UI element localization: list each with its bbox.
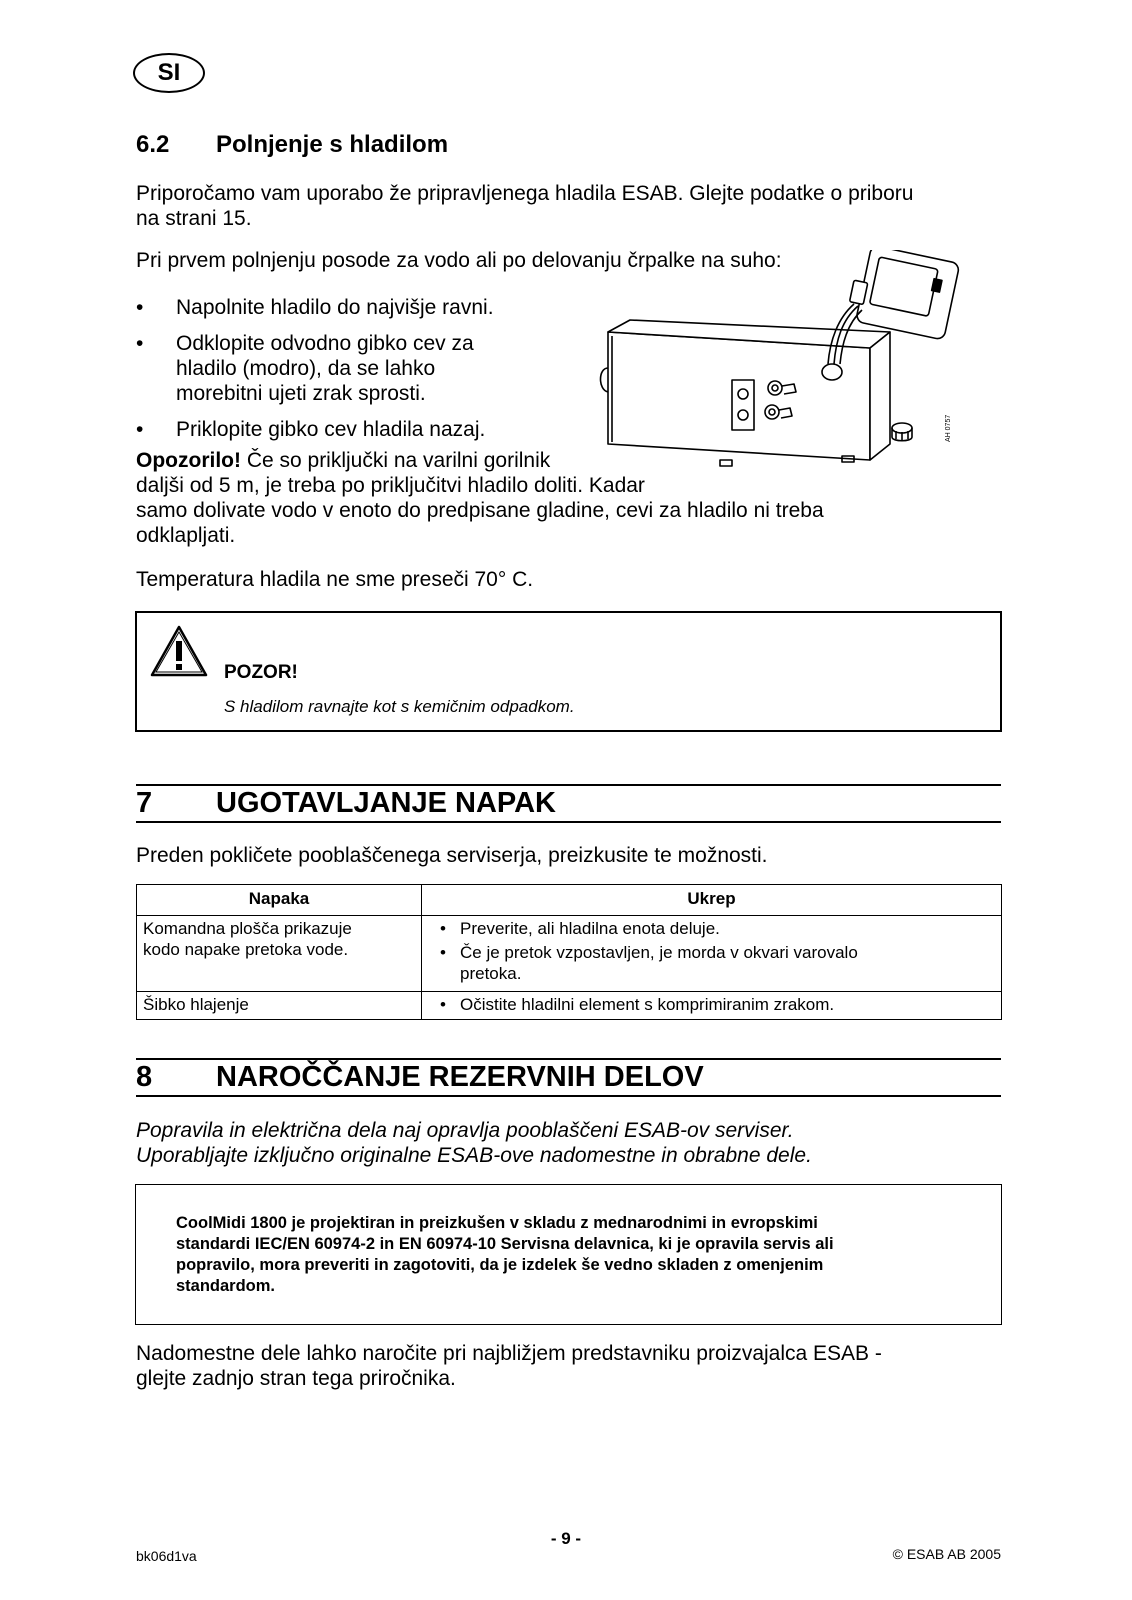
action-item xyxy=(428,918,995,939)
action-item xyxy=(428,994,995,1015)
bullet-icon: • xyxy=(136,332,144,355)
column-header-action: Ukrep xyxy=(422,885,1002,916)
standards-text xyxy=(176,1213,976,1297)
standards-box xyxy=(135,1184,1002,1325)
action-line: Očistite hladilni element s komprimiranim zrakom. xyxy=(460,995,835,1014)
ordering-line: glejte zadnjo stran tega priročnika. xyxy=(136,1367,456,1390)
language-badge: SI xyxy=(133,53,205,93)
fault-line: kodo napake pretoka vode. xyxy=(143,940,349,959)
first-fill-text: Pri prvem polnjenju posode za vodo ali po delovanju črpalke na suho: xyxy=(136,249,782,272)
fault-cell xyxy=(137,916,422,992)
section-7-bottom-rule xyxy=(136,821,1001,823)
bullet-icon: • xyxy=(136,296,144,319)
bullet-line: Odklopite odvodno gibko cev za xyxy=(176,332,474,355)
section-8-title: NAROČČANJE REZERVNIH DELOV xyxy=(216,1061,704,1093)
section-8-top-rule xyxy=(136,1058,1001,1060)
document-code: bk06d1va xyxy=(136,1548,197,1564)
section-6-2-intro xyxy=(136,181,1006,231)
warning-line: Če so priključki na varilni gorilnik xyxy=(240,449,551,472)
ordering-line: Nadomestne dele lahko naročite pri najbližjem predstavniku proizvajalca ESAB - xyxy=(136,1342,882,1365)
action-line: Če je pretok vzpostavljen, je morda v okvari varovalo xyxy=(460,943,858,962)
warning-label: Opozorilo! xyxy=(136,449,241,472)
section-7-top-rule xyxy=(136,784,1001,786)
action-cell xyxy=(422,916,1002,992)
temperature-limit: Temperatura hladila ne sme preseči 70° C. xyxy=(136,568,534,591)
section-8-bottom-rule xyxy=(136,1095,1001,1097)
cooling-unit-illustration xyxy=(590,250,970,485)
table-row xyxy=(137,992,1002,1020)
fault-line: Komandna plošča prikazuje xyxy=(143,919,352,938)
copyright: © ESAB AB 2005 xyxy=(892,1546,1001,1562)
bullet-text: Priklopite gibko cev hladila nazaj. xyxy=(176,418,486,441)
section-7-title: UGOTAVLJANJE NAPAK xyxy=(216,787,556,819)
action-line: pretoka. xyxy=(460,964,522,983)
standards-line: standardom. xyxy=(176,1277,276,1295)
warning-triangle-icon xyxy=(149,623,209,679)
standards-line: CoolMidi 1800 je projektiran in preizkušen v skladu z mednarodnimi in evropskimi xyxy=(176,1214,818,1232)
bullet-icon: • xyxy=(136,418,144,441)
table-header-row xyxy=(137,885,1002,916)
service-line: Uporabljajte izključno originalne ESAB-ove nadomestne in obrabne dele. xyxy=(136,1144,812,1167)
bullet-icon: • xyxy=(440,943,446,962)
troubleshooting-table xyxy=(136,884,1002,1020)
bullet-item xyxy=(136,295,566,320)
bullet-text: Napolnite hladilo do najvišje ravni. xyxy=(176,296,494,319)
figure-code: AH 0757 xyxy=(945,414,952,442)
bullet-line: morebitni ujeti zrak sprosti. xyxy=(176,382,426,405)
section-6-2-title: Polnjenje s hladilom xyxy=(216,131,449,158)
service-notice xyxy=(136,1118,1016,1168)
caution-title: POZOR! xyxy=(224,662,298,683)
bullet-line: hladilo (modro), da se lahko xyxy=(176,357,436,380)
warning-line: odklapljati. xyxy=(136,524,236,547)
fault-cell xyxy=(137,992,422,1020)
caution-text: S hladilom ravnajte kot s kemičnim odpadkom. xyxy=(224,697,575,716)
warning-line: daljši od 5 m, je treba po priključitvi hladilo doliti. Kadar xyxy=(136,474,645,497)
standards-line: popravilo, mora preveriti in zagotoviti, da je izdelek še vedno skladen z omenjenim xyxy=(176,1256,824,1274)
action-item xyxy=(428,942,995,984)
section-8-number: 8 xyxy=(136,1061,153,1093)
section-7-number: 7 xyxy=(136,787,153,819)
bullet-item xyxy=(136,417,566,442)
bullet-item xyxy=(136,331,566,406)
column-header-fault: Napaka xyxy=(137,885,422,916)
table-row xyxy=(137,916,1002,992)
page-number: - 9 - xyxy=(550,1529,582,1548)
warning-line: samo dolivate vodo v enoto do predpisane gladine, cevi za hladilo ni treba xyxy=(136,499,824,522)
troubleshooting-intro: Preden pokličete pooblaščenega serviserja, preizkusite te možnosti. xyxy=(136,844,768,867)
service-line: Popravila in električna dela naj opravlja pooblaščeni ESAB-ov serviser. xyxy=(136,1119,794,1142)
action-line: Preverite, ali hladilna enota deluje. xyxy=(460,919,720,938)
bullet-icon: • xyxy=(440,919,446,938)
action-cell xyxy=(422,992,1002,1020)
ordering-info xyxy=(136,1341,1016,1391)
bullet-icon: • xyxy=(440,995,446,1014)
intro-line: Priporočamo vam uporabo že pripravljenega hladila ESAB. Glejte podatke o priboru xyxy=(136,182,914,205)
section-6-2-number: 6.2 xyxy=(136,131,170,158)
standards-line: standardi IEC/EN 60974-2 in EN 60974-10 Servisna delavnica, ki je opravila servis ali xyxy=(176,1235,834,1253)
bullet-text xyxy=(136,331,566,406)
caution-box xyxy=(135,611,1002,732)
intro-line: na strani 15. xyxy=(136,207,252,230)
fault-line: Šibko hlajenje xyxy=(143,995,249,1014)
